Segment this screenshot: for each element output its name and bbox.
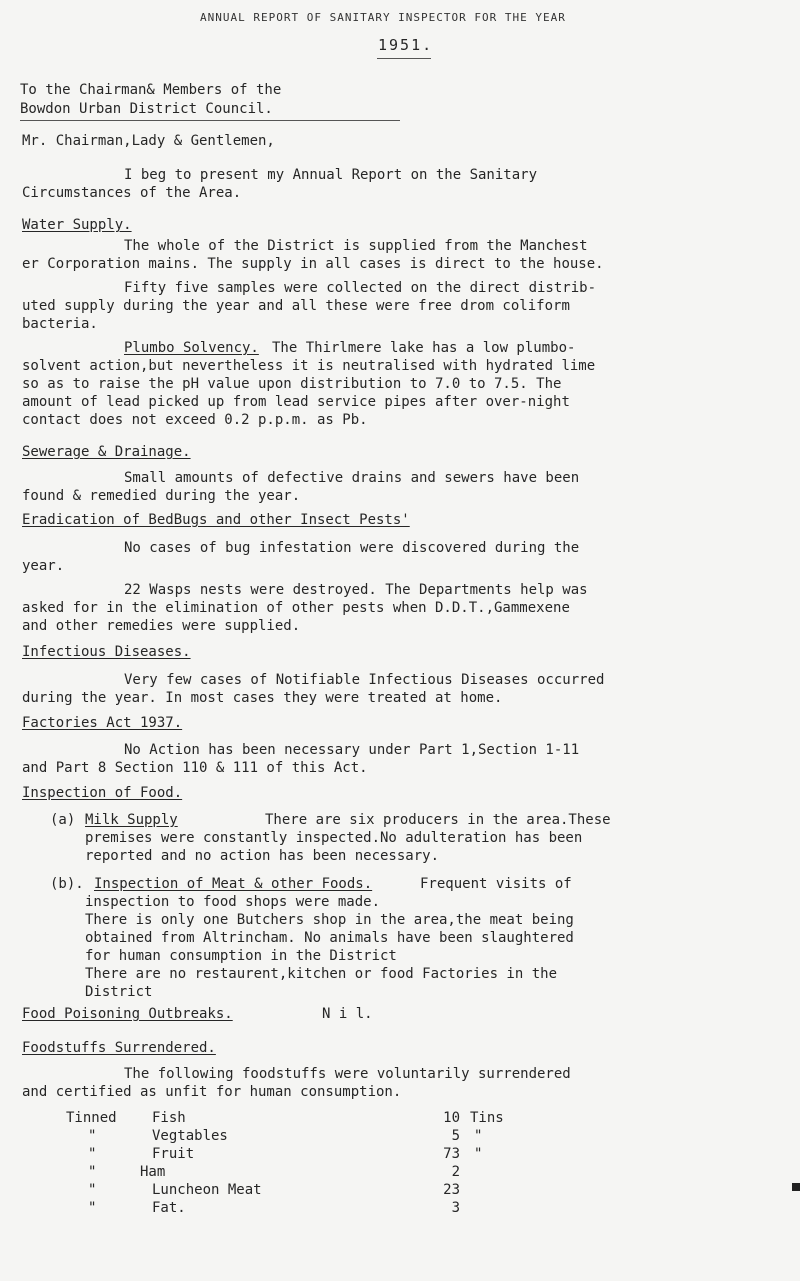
item-quantity: 2 xyxy=(451,1164,460,1180)
plumbo-line-4: amount of lead picked up from lead service pipes after over-night xyxy=(22,394,570,410)
water-p2-line-1: Fifty five samples were collected on the direct distrib- xyxy=(124,280,597,296)
meat-line-7: District xyxy=(85,984,153,1000)
report-header-title: ANNUAL REPORT OF SANITARY INSPECTOR FOR THE YEAR xyxy=(200,11,566,24)
section-heading-food-poisoning: Food Poisoning Outbreaks. xyxy=(22,1006,233,1022)
plumbo-line-5: contact does not exceed 0.2 p.p.m. as Pb. xyxy=(22,412,368,428)
meat-inspection-heading: Inspection of Meat & other Foods. xyxy=(94,876,373,892)
section-heading-inspection-of-food: Inspection of Food. xyxy=(22,785,183,801)
infectious-line-1: Very few cases of Notifiable Infectious Diseases occurred xyxy=(124,672,605,688)
meat-line-3: There is only one Butchers shop in the area,the meat being xyxy=(85,912,574,928)
item-unit: " xyxy=(474,1128,483,1144)
item-category: " xyxy=(88,1146,97,1162)
year-underline xyxy=(377,58,431,59)
section-heading-foodstuffs-surrendered: Foodstuffs Surrendered. xyxy=(22,1040,216,1056)
item-category: " xyxy=(88,1182,97,1198)
item-quantity: 23 xyxy=(443,1182,460,1198)
eradication-p2-line-3: and other remedies were supplied. xyxy=(22,618,301,634)
item-name: Luncheon Meat xyxy=(152,1182,262,1198)
milk-line-2: premises were constantly inspected.No adulteration has been xyxy=(85,830,583,846)
meat-line-4: obtained from Altrincham. No animals have been slaughtered xyxy=(85,930,574,946)
food-poisoning-value: N i l. xyxy=(322,1006,373,1022)
meat-line-2: inspection to food shops were made. xyxy=(85,894,381,910)
plumbo-solvency-heading: Plumbo Solvency. xyxy=(124,340,259,356)
eradication-p1-line-1: No cases of bug infestation were discovered during the xyxy=(124,540,580,556)
salutation: Mr. Chairman,Lady & Gentlemen, xyxy=(22,133,275,149)
meat-line-5: for human consumption in the District xyxy=(85,948,397,964)
plumbo-line-3: so as to raise the pH value upon distribution to 7.0 to 7.5. The xyxy=(22,376,562,392)
infectious-line-2: during the year. In most cases they were treated at home. xyxy=(22,690,503,706)
section-heading-sewerage: Sewerage & Drainage. xyxy=(22,444,191,460)
section-heading-eradication: Eradication of BedBugs and other Insect Pests' xyxy=(22,512,410,528)
meat-line-6: There are no restaurent,kitchen or food Factories in the xyxy=(85,966,558,982)
eradication-p1-line-2: year. xyxy=(22,558,65,574)
eradication-p2-line-1: 22 Wasps nests were destroyed. The Departments help was xyxy=(124,582,588,598)
item-unit: Tins xyxy=(470,1110,504,1126)
factories-line-2: and Part 8 Section 110 & 111 of this Act. xyxy=(22,760,368,776)
item-category: Tinned xyxy=(66,1110,117,1126)
foodstuffs-line-1: The following foodstuffs were voluntarily surrendered xyxy=(124,1066,571,1082)
item-unit: " xyxy=(474,1146,483,1162)
item-name: Fat. xyxy=(152,1200,186,1216)
item-name: Fruit xyxy=(152,1146,195,1162)
item-name: Ham xyxy=(140,1164,166,1180)
address-line-2: Bowdon Urban District Council. xyxy=(20,101,273,117)
sewerage-line-1: Small amounts of defective drains and sewers have been xyxy=(124,470,580,486)
item-quantity: 73 xyxy=(443,1146,460,1162)
water-p1-line-2: er Corporation mains. The supply in all cases is direct to the house. xyxy=(22,256,604,272)
item-category: " xyxy=(88,1164,97,1180)
plumbo-line-2: solvent action,but nevertheless it is neutralised with hydrated lime xyxy=(22,358,596,374)
water-p1-line-1: The whole of the District is supplied from the Manchest xyxy=(124,238,588,254)
sewerage-line-2: found & remedied during the year. xyxy=(22,488,301,504)
section-heading-water-supply: Water Supply. xyxy=(22,217,132,233)
eradication-p2-line-2: asked for in the elimination of other pests when D.D.T.,Gammexene xyxy=(22,600,570,616)
milk-line-3: reported and no action has been necessary. xyxy=(85,848,440,864)
item-name: Vegtables xyxy=(152,1128,228,1144)
inspection-a-label: (a) xyxy=(50,812,76,828)
item-name: Fish xyxy=(152,1110,186,1126)
scan-edge-mark xyxy=(792,1183,800,1191)
milk-supply-heading: Milk Supply xyxy=(85,812,178,828)
foodstuffs-line-2: and certified as unfit for human consumption. xyxy=(22,1084,402,1100)
section-heading-factories-act: Factories Act 1937. xyxy=(22,715,183,731)
address-rule xyxy=(20,120,400,121)
milk-line-1: There are six producers in the area.These xyxy=(265,812,611,828)
item-quantity: 10 xyxy=(443,1110,460,1126)
item-category: " xyxy=(88,1200,97,1216)
factories-line-1: No Action has been necessary under Part 1,Section 1-11 xyxy=(124,742,580,758)
meat-line-1: Frequent visits of xyxy=(420,876,572,892)
report-year: 1951. xyxy=(378,36,434,54)
item-quantity: 3 xyxy=(451,1200,460,1216)
item-quantity: 5 xyxy=(451,1128,460,1144)
section-heading-infectious-diseases: Infectious Diseases. xyxy=(22,644,191,660)
water-p2-line-3: bacteria. xyxy=(22,316,98,332)
intro-line-2: Circumstances of the Area. xyxy=(22,185,242,201)
item-category: " xyxy=(88,1128,97,1144)
intro-line-1: I beg to present my Annual Report on the Sanitary xyxy=(124,167,538,183)
address-line-1: To the Chairman& Members of the xyxy=(20,82,282,98)
inspection-b-label: (b). xyxy=(50,876,84,892)
plumbo-line-1: The Thirlmere lake has a low plumbo- xyxy=(272,340,576,356)
water-p2-line-2: uted supply during the year and all these were free drom coliform xyxy=(22,298,570,314)
